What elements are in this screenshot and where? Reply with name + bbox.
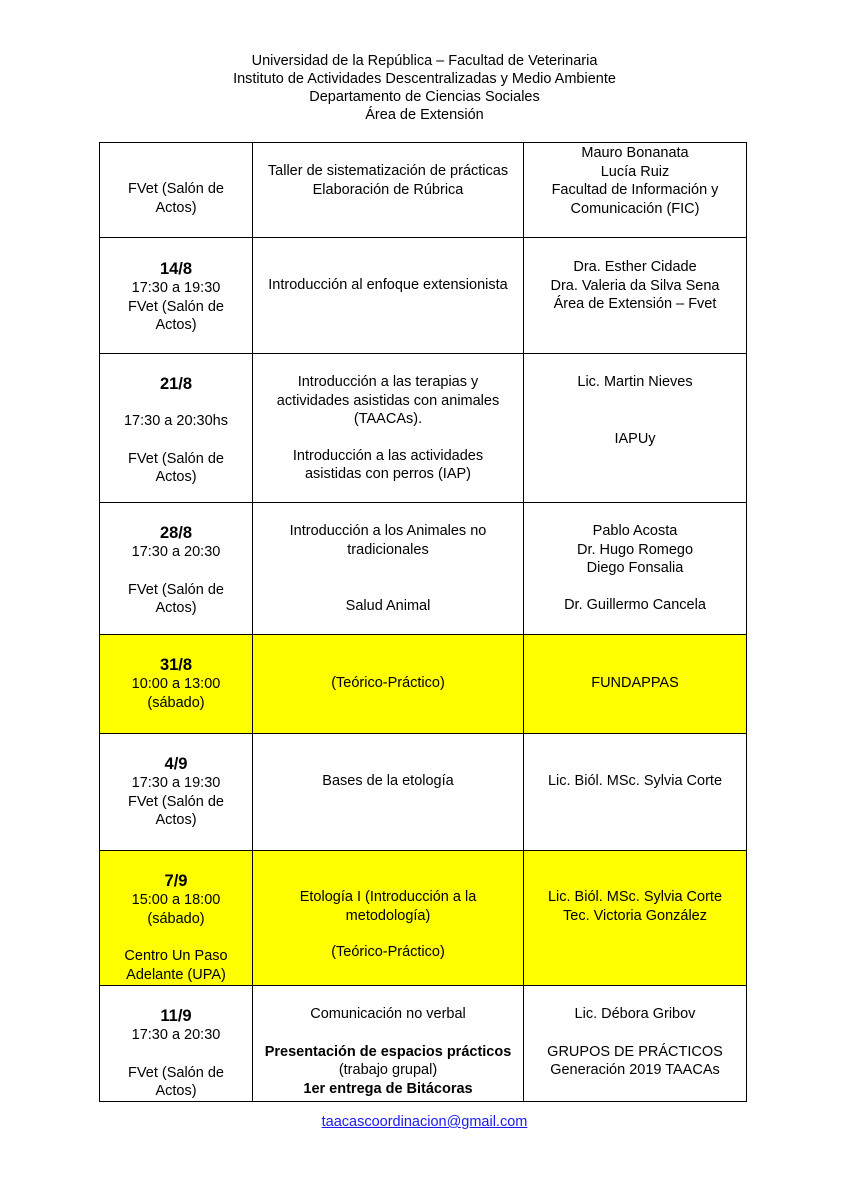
session-date: 11/9 [160, 1007, 192, 1025]
presenter-text: Tec. Victoria González [563, 907, 707, 924]
presenter-text: Comunicación (FIC) [570, 200, 700, 217]
presenter-text: Pablo Acosta [592, 523, 678, 539]
presenter-text: Generación 2019 TAACAs [550, 1062, 720, 1078]
presenter-text: Mauro Bonanata [581, 145, 689, 161]
activity-text-bold: Presentación de espacios prácticos [264, 1043, 512, 1060]
activity-text: Bases de la etología [322, 773, 454, 789]
activity-text: Introducción al enfoque extensionista [268, 277, 508, 293]
presenter-text: Lucía Ruiz [600, 163, 670, 180]
time-text: 17:30 a 19:30 [131, 280, 221, 296]
activity-text-bold: 1er entrega de Bitácoras [303, 1080, 473, 1097]
activity-cell [253, 986, 524, 1102]
header-university: Universidad de la República – Facultad de Veterinaria [251, 53, 598, 69]
table-row [100, 851, 747, 986]
header-department: Departamento de Ciencias Sociales [309, 89, 540, 105]
activity-text: (Teórico-Práctico) [331, 944, 445, 960]
date-location-cell [100, 238, 253, 354]
presenter-cell [524, 635, 747, 734]
location-text: Centro Un Paso [124, 948, 228, 964]
schedule-table [99, 142, 747, 1102]
presenter-cell [524, 238, 747, 354]
table-row [100, 354, 747, 503]
date-location-cell [100, 503, 253, 635]
table-row [100, 635, 747, 734]
location-text: Actos) [155, 469, 197, 485]
location-text: FVet (Salón de [128, 1064, 224, 1081]
activity-cell [253, 354, 524, 503]
activity-text: Introducción a las terapias y [297, 374, 479, 390]
footer [0, 1113, 849, 1130]
table-row [100, 986, 747, 1102]
day-text: (sábado) [147, 910, 205, 927]
email-link[interactable]: taacascoordinacion@gmail.com [321, 1114, 528, 1130]
activity-text: (trabajo grupal) [338, 1062, 438, 1078]
presenter-text: Área de Extensión – Fvet [553, 296, 717, 312]
presenter-text: Lic. Débora Gribov [574, 1006, 696, 1022]
session-date: 4/9 [164, 755, 188, 773]
session-date: 21/8 [159, 375, 193, 393]
activity-text: tradicionales [347, 541, 429, 558]
presenter-text: Lic. Biól. MSc. Sylvia Corte [547, 773, 723, 789]
activity-cell [253, 503, 524, 635]
activity-cell [253, 851, 524, 986]
table-row [100, 503, 747, 635]
time-text: 15:00 a 18:00 [131, 892, 221, 908]
presenter-text: FUNDAPPAS [591, 675, 679, 691]
time-text: 17:30 a 19:30 [131, 775, 221, 791]
activity-text: asistidas con perros (IAP) [304, 466, 471, 482]
presenter-cell [524, 986, 747, 1102]
activity-cell [253, 734, 524, 851]
date-location-cell [100, 635, 253, 734]
session-date: 7/9 [164, 872, 188, 890]
date-location-cell [100, 851, 253, 986]
presenter-text: Diego Fonsalia [586, 560, 684, 576]
presenter-text: Dra. Valeria da Silva Sena [550, 277, 720, 294]
activity-text: Elaboración de Rúbrica [312, 181, 464, 198]
activity-text: Introducción a los Animales no [289, 523, 487, 539]
presenter-cell [524, 851, 747, 986]
activity-text: Taller de sistematización de prácticas [267, 163, 509, 179]
location-text: FVet (Salón de [128, 450, 224, 467]
presenter-text: Facultad de Información y [551, 182, 719, 198]
location-text: FVet (Salón de [128, 298, 224, 315]
session-date: 28/8 [159, 524, 193, 542]
date-location-cell [100, 734, 253, 851]
activity-text: metodología) [345, 907, 431, 924]
location-text: Actos) [155, 1083, 197, 1099]
location-text: Adelante (UPA) [126, 966, 226, 983]
date-location-cell [100, 986, 253, 1102]
presenter-cell [524, 354, 747, 503]
location-text: FVet (Salón de [128, 581, 224, 598]
table-row [100, 734, 747, 851]
presenter-text: IAPUy [614, 430, 656, 447]
header-area: Área de Extensión [365, 107, 484, 123]
location-text: Actos) [155, 600, 197, 616]
activity-text: actividades asistidas con animales [276, 392, 500, 409]
location-text: Actos) [155, 199, 197, 216]
session-date: 14/8 [159, 260, 193, 278]
time-text: 17:30 a 20:30 [131, 1027, 221, 1043]
location-text: Actos) [155, 317, 197, 333]
time-text: 17:30 a 20:30hs [123, 413, 228, 429]
presenter-text: Dr. Guillermo Cancela [564, 596, 706, 613]
activity-text: Etología I (Introducción a la [299, 889, 477, 905]
presenter-text: Lic. Martin Nieves [577, 374, 693, 390]
date-location-cell [100, 143, 253, 238]
presenter-text: Dra. Esther Cidade [573, 259, 697, 275]
table-row [100, 238, 747, 354]
date-location-cell [100, 354, 253, 503]
presenter-cell [524, 734, 747, 851]
time-text: 17:30 a 20:30 [131, 544, 221, 560]
presenter-text: GRUPOS DE PRÁCTICOS [547, 1043, 723, 1060]
activity-text: Introducción a las actividades [292, 447, 484, 464]
time-text: 10:00 a 13:00 [131, 676, 221, 692]
presenter-cell [524, 503, 747, 635]
presenter-text: Lic. Biól. MSc. Sylvia Corte [547, 889, 723, 905]
location-text: Actos) [155, 812, 197, 828]
session-date: 31/8 [159, 656, 193, 674]
table-row [100, 143, 747, 238]
activity-text: (Teórico-Práctico) [331, 675, 445, 691]
activity-text: Comunicación no verbal [310, 1006, 466, 1022]
presenter-cell [524, 143, 747, 238]
activity-cell [253, 238, 524, 354]
presenter-text: Dr. Hugo Romego [576, 541, 694, 558]
day-text: (sábado) [147, 694, 205, 711]
location-text: FVet (Salón de [128, 181, 224, 197]
activity-text: Salud Animal [345, 598, 431, 614]
location-text: FVet (Salón de [128, 793, 224, 810]
header-institute: Instituto de Actividades Descentralizadas y Medio Ambiente [233, 71, 616, 87]
activity-cell [253, 143, 524, 238]
document-header [0, 52, 849, 124]
activity-cell [253, 635, 524, 734]
activity-text: (TAACAs). [353, 411, 423, 427]
